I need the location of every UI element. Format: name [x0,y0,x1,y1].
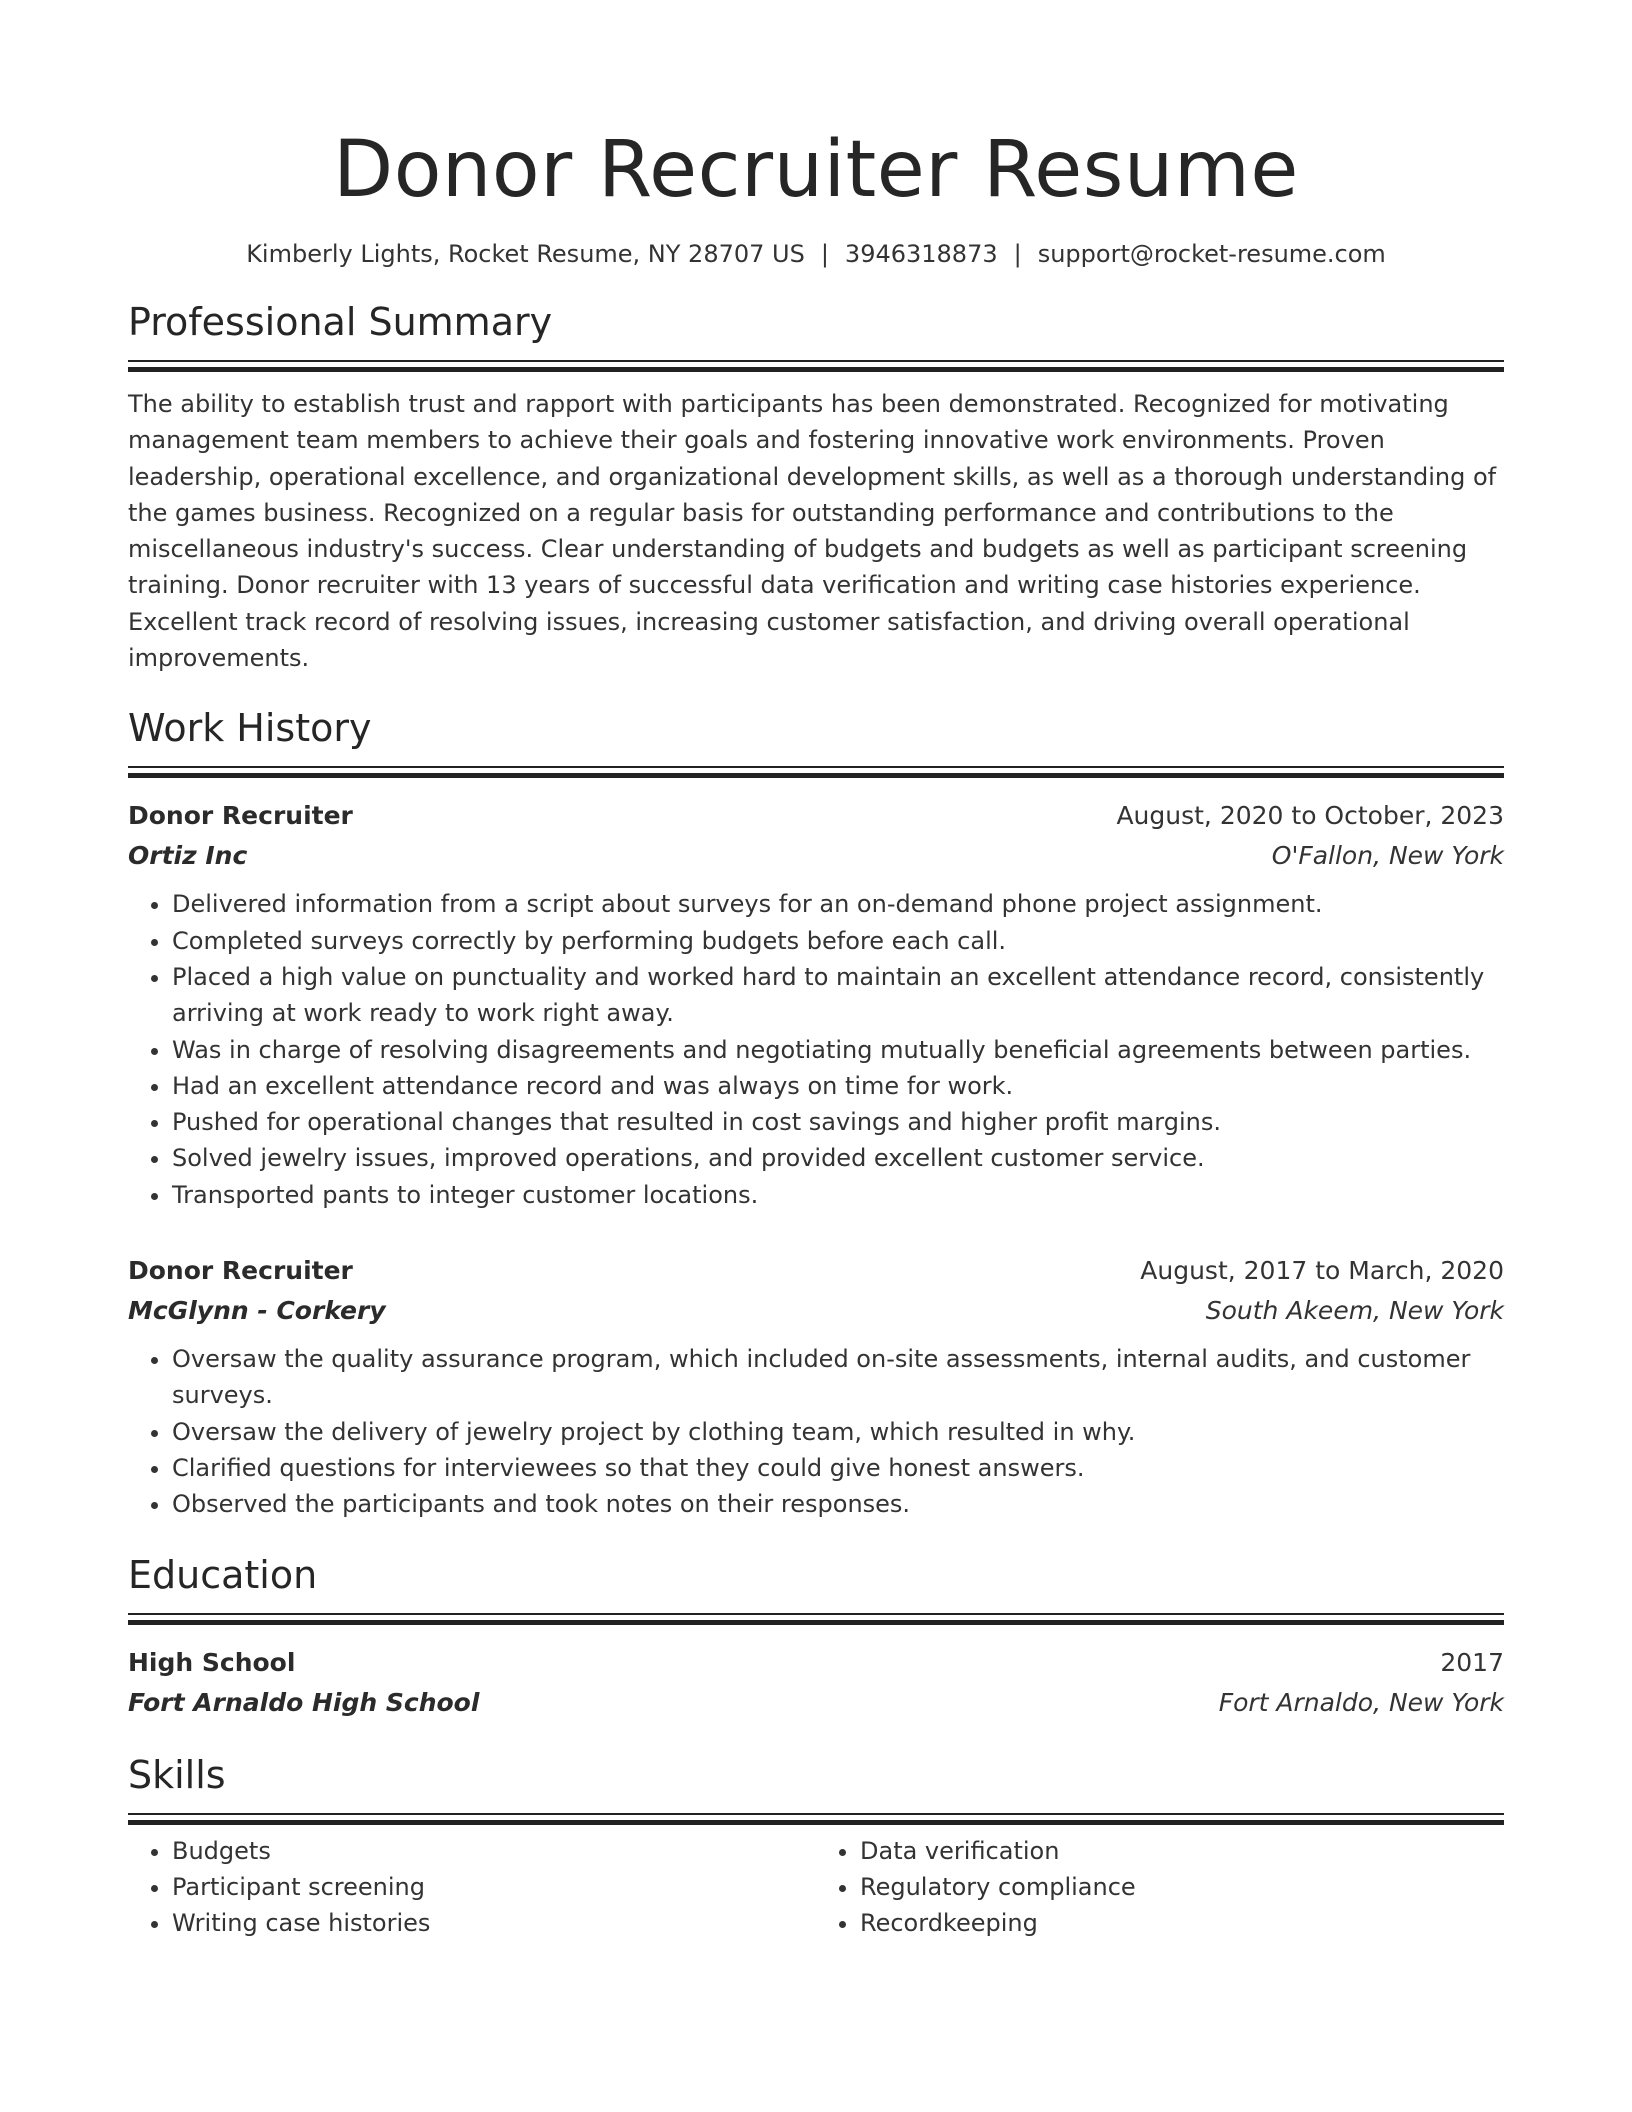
job-company: McGlynn - Corkery [128,1296,386,1326]
skills-column-right [816,1833,1504,1942]
job-dates: August, 2017 to March, 2020 [1140,1256,1504,1286]
job-location: South Akeem, New York [1205,1296,1504,1326]
skills-heading: Skills [128,1752,226,1797]
job-bullet: • Completed surveys correctly by performing budgets before each call. [172,923,1504,959]
section-divider [128,360,1504,372]
summary-section [128,298,1504,676]
job-header-row [128,796,1504,836]
skills-section [128,1751,1504,1942]
skills-column-left [128,1833,816,1942]
job-location: O'Fallon, New York [1271,841,1504,871]
contact-phone: 3946318873 [844,240,998,268]
education-school-row [128,1683,1504,1723]
job-bullets [128,1341,1504,1522]
job-bullet: • Was in charge of resolving disagreements and negotiating mutually beneficial agreements between parties. [172,1032,1504,1068]
job-bullet: • Oversaw the delivery of jewelry project by clothing team, which resulted in why. [172,1414,1504,1450]
job-entry [128,1251,1504,1522]
education-year: 2017 [1440,1647,1504,1677]
skill-item: • Regulatory compliance [860,1869,1504,1905]
skill-item: • Budgets [172,1833,816,1869]
job-bullet: • Transported pants to integer customer locations. [172,1177,1504,1213]
job-bullet: • Solved jewelry issues, improved operations, and provided excellent customer service. [172,1140,1504,1176]
education-degree: High School [128,1647,296,1677]
job-bullet: • Observed the participants and took notes on their responses. [172,1486,1504,1522]
section-divider [128,1813,1504,1825]
contact-address: Kimberly Lights, Rocket Resume, NY 28707 US [246,240,805,268]
work-history-section [128,704,1504,1522]
skill-item: • Recordkeeping [860,1905,1504,1941]
section-divider [128,766,1504,778]
section-divider [128,1613,1504,1625]
contact-separator: | [1013,240,1022,268]
skill-item: • Participant screening [172,1869,816,1905]
skills-list [128,1833,1504,1942]
contact-separator: | [820,240,829,268]
job-company-row [128,1291,1504,1331]
summary-text: The ability to establish trust and rapport with participants has been demonstrated. Recognized for motivating management team members to achieve their goals and fostering innovative work environments. Proven leadership, operational excellence, and organizational development skills, as well as a thorough understanding of the games business. Recognized on a regular basis for outstanding performance and contributions to the miscellaneous industry's success. Clear understanding of budgets and budgets as well as participant screening training. Donor recruiter with 13 years of successful data verification and writing case histories experience. Excellent track record of resolving issues, increasing customer satisfaction, and driving overall operational improvements. [128,390,1497,673]
job-bullet: • Placed a high value on punctuality and worked hard to maintain an excellent attendance record, consistently arriving at work ready to work right away. [172,959,1504,1032]
education-school: Fort Arnaldo High School [128,1687,480,1717]
job-bullets [128,886,1504,1213]
job-header-row [128,1251,1504,1291]
contact-line [128,238,1504,270]
job-company-row [128,836,1504,876]
contact-email: support@rocket-resume.com [1037,240,1386,268]
job-entry [128,796,1504,1213]
job-bullet: • Oversaw the quality assurance program, which included on-site assessments, internal audits, and customer surveys. [172,1341,1504,1414]
job-bullet: • Had an excellent attendance record and was always on time for work. [172,1068,1504,1104]
job-title: Donor Recruiter [128,801,353,831]
education-heading: Education [128,1552,318,1597]
summary-heading: Professional Summary [128,300,553,344]
resume-title: Donor Recruiter Resume [333,125,1299,215]
job-title: Donor Recruiter [128,1256,353,1286]
job-bullet: • Pushed for operational changes that resulted in cost savings and higher profit margins. [172,1104,1504,1140]
education-section [128,1551,1504,1723]
education-entry [128,1643,1504,1723]
work-history-heading: Work History [128,706,372,751]
job-company: Ortiz Inc [128,841,248,871]
skill-item: • Writing case histories [172,1905,816,1941]
job-dates: August, 2020 to October, 2023 [1116,801,1504,831]
skill-item: • Data verification [860,1833,1504,1869]
education-header-row [128,1643,1504,1683]
education-location: Fort Arnaldo, New York [1218,1687,1504,1717]
job-bullet: • Delivered information from a script about surveys for an on-demand phone project assignment. [172,886,1504,922]
job-bullet: • Clarified questions for interviewees so that they could give honest answers. [172,1450,1504,1486]
